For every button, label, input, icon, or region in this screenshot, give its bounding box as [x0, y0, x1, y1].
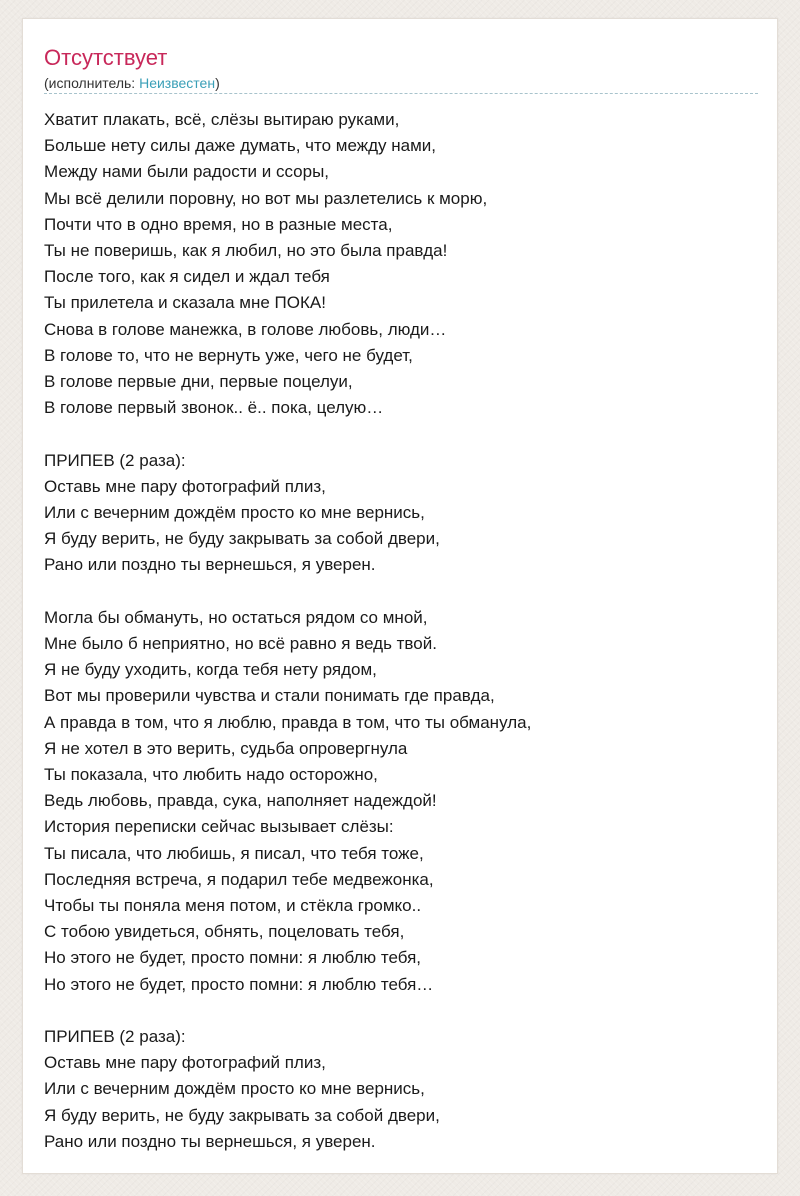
lyrics-line: Чтобы ты поняла меня потом, и стёкла громко..	[44, 896, 422, 916]
lyrics-line: После того, как я сидел и ждал тебя	[44, 267, 330, 287]
lyrics-line: А правда в том, что я люблю, правда в том, что ты обманула,	[44, 712, 532, 732]
lyrics-line: История переписки сейчас вызывает слёзы:	[44, 817, 394, 837]
lyrics-stanza-verse-1	[44, 107, 758, 421]
lyrics-line: Ты писала, что любишь, я писал, что тебя тоже,	[44, 843, 424, 863]
artist-prefix: (исполнитель:	[44, 75, 140, 91]
artist-link[interactable]: Неизвестен	[139, 75, 216, 91]
lyrics-line: Рано или поздно ты вернешься, я уверен.	[44, 1131, 376, 1151]
lyrics-line: Или с вечерним дождём просто ко мне вернись,	[44, 1079, 425, 1099]
lyrics-line: Я буду верить, не буду закрывать за собой двери,	[44, 1105, 440, 1125]
lyrics-line: Между нами были радости и ссоры,	[44, 162, 330, 182]
lyrics-line: Но этого не будет, просто помни: я люблю тебя,	[44, 948, 422, 968]
lyrics-stanza-verse-2	[44, 605, 758, 998]
lyrics-line: В голове первые дни, первые поцелуи,	[44, 372, 353, 392]
lyrics-line: В голове первый звонок.. ё.. пока, целую…	[44, 398, 384, 418]
chorus-heading: ПРИПЕВ (2 раза):	[44, 450, 186, 470]
lyrics-line: Рано или поздно ты вернешься, я уверен.	[44, 555, 376, 575]
lyrics-line: Но этого не будет, просто помни: я люблю тебя…	[44, 974, 434, 994]
lyrics-stanza-chorus-2	[44, 1024, 758, 1155]
lyrics-line: Последняя встреча, я подарил тебе медвежонка,	[44, 869, 434, 889]
lyrics-line: Ведь любовь, правда, сука, наполняет надеждой!	[44, 791, 437, 811]
lyrics-card	[22, 18, 778, 1174]
lyrics-text	[44, 107, 758, 1155]
lyrics-line: Ты прилетела и сказала мне ПОКА!	[44, 293, 326, 313]
lyrics-line: Или с вечерним дождём просто ко мне вернись,	[44, 503, 425, 523]
lyrics-line: Больше нету силы даже думать, что между нами,	[44, 136, 437, 156]
song-title: Отсутствует	[44, 45, 168, 70]
lyrics-line: С тобою увидеться, обнять, поцеловать тебя,	[44, 922, 405, 942]
lyrics-stanza-chorus-1	[44, 448, 758, 579]
lyrics-line: Вот мы проверили чувства и стали понимать где правда,	[44, 686, 495, 706]
lyrics-line: Я не буду уходить, когда тебя нету рядом,	[44, 660, 377, 680]
lyrics-line: Ты показала, что любить надо осторожно,	[44, 765, 378, 785]
lyrics-line: Мы всё делили поровну, но вот мы разлетелись к морю,	[44, 188, 488, 208]
lyrics-line: Я буду верить, не буду закрывать за собой двери,	[44, 529, 440, 549]
lyrics-line: Хватит плакать, всё, слёзы вытираю руками,	[44, 110, 400, 129]
artist-suffix: )	[215, 75, 220, 91]
lyrics-line: Могла бы обмануть, но остаться рядом со мной,	[44, 607, 428, 627]
lyrics-line: Почти что в одно время, но в разные места,	[44, 214, 393, 234]
lyrics-line: Мне было б неприятно, но всё равно я ведь твой.	[44, 634, 437, 654]
lyrics-line: Снова в голове манежка, в голове любовь, люди…	[44, 319, 447, 339]
lyrics-line: Я не хотел в это верить, судьба опровергнула	[44, 738, 408, 758]
chorus-heading: ПРИПЕВ (2 раза):	[44, 1027, 186, 1047]
artist-line	[44, 74, 220, 92]
lyrics-line: Оставь мне пару фотографий плиз,	[44, 1053, 326, 1073]
lyrics-line: В голове то, что не вернуть уже, чего не будет,	[44, 345, 413, 365]
lyrics-line: Оставь мне пару фотографий плиз,	[44, 476, 326, 496]
title-divider	[44, 93, 758, 94]
lyrics-line: Ты не поверишь, как я любил, но это была правда!	[44, 241, 448, 261]
